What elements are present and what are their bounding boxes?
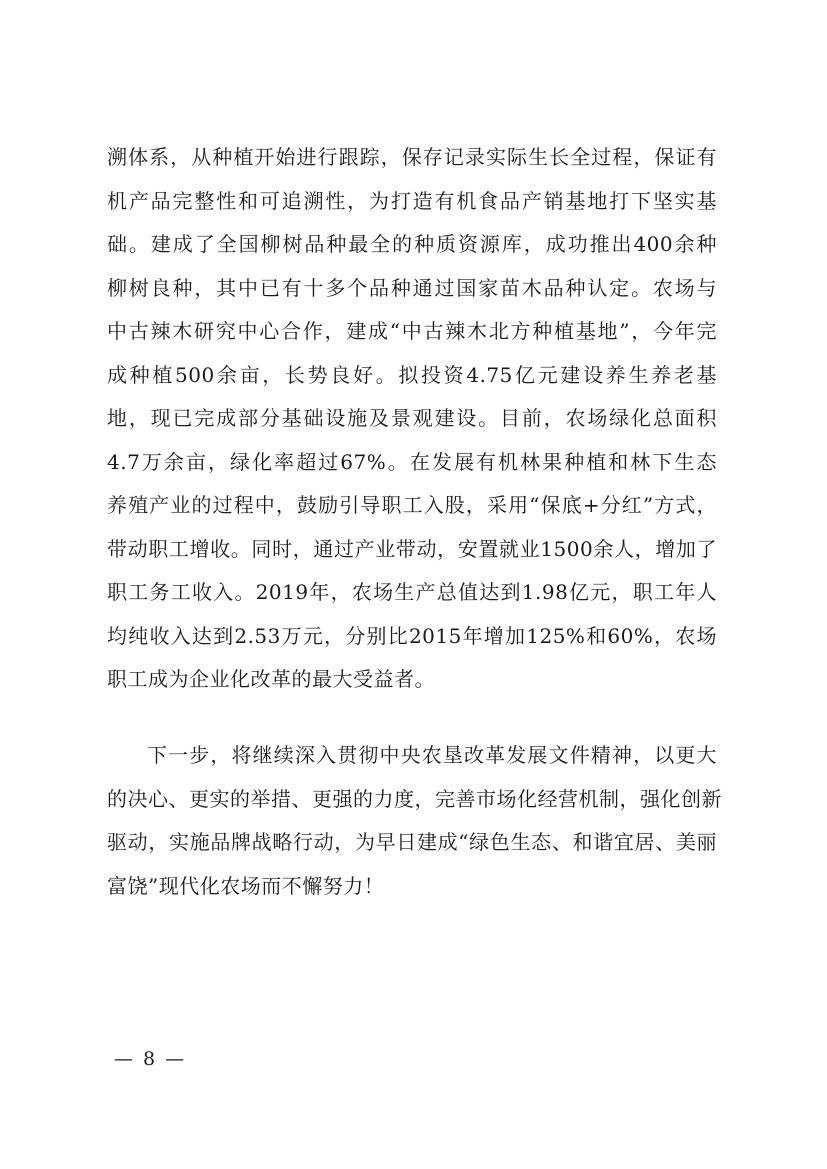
paragraph-1 <box>107 136 717 702</box>
paragraph-line: 均纯收入达到2.53万元，分别比2015年增加125%和60%，农场 <box>107 623 717 648</box>
paragraph-line: 机产品完整性和可追溯性，为打造有机食品产销基地打下坚实基 <box>107 188 717 213</box>
paragraph-line: 成种植500余亩，长势良好。拟投资4.75亿元建设养生养老基 <box>107 362 717 387</box>
paragraph-line: 养殖产业的过程中，鼓励引导职工入股，采用“保底+分红”方式， <box>107 493 717 517</box>
paragraph-line: 带动职工增收。同时，通过产业带动，安置就业1500余人，增加了 <box>107 536 717 561</box>
paragraph-2 <box>107 734 722 908</box>
paragraph-line: 4.7万余亩，绿化率超过67%。在发展有机林果种植和林下生态 <box>107 449 717 474</box>
paragraph-line: 下一步，将继续深入贯彻中央农垦改革发展文件精神，以更大 <box>147 743 717 767</box>
paragraph-line: 职工成为企业化改革的最大受益者。 <box>107 667 435 691</box>
paragraph-line: 地，现已完成部分基础设施及景观建设。目前，农场绿化总面积 <box>107 406 717 430</box>
paragraph-line: 溯体系，从种植开始进行跟踪，保存记录实际生长全过程，保证有 <box>107 145 717 169</box>
paragraph-line: 中古辣木研究中心合作，建成“中古辣木北方种植基地”，今年完 <box>107 319 717 343</box>
paragraph-line: 柳树良种，其中已有十多个品种通过国家苗木品种认定。农场与 <box>107 275 717 300</box>
page-number: — 8 — <box>114 1048 187 1070</box>
paragraph-line: 的决心、更实的举措、更强的力度，完善市场化经营机制，强化创新 <box>107 786 722 811</box>
paragraph-line: 础。建成了全国柳树品种最全的种质资源库，成功推出400余种 <box>107 232 717 256</box>
paragraph-line: 驱动，实施品牌战略行动，为早日建成“绿色生态、和谐宜居、美丽 <box>107 830 717 854</box>
paragraph-line: 富饶”现代化农场而不懈努力！ <box>107 873 385 898</box>
paragraph-line: 职工务工收入。2019年，农场生产总值达到1.98亿元，职工年人 <box>107 580 717 604</box>
